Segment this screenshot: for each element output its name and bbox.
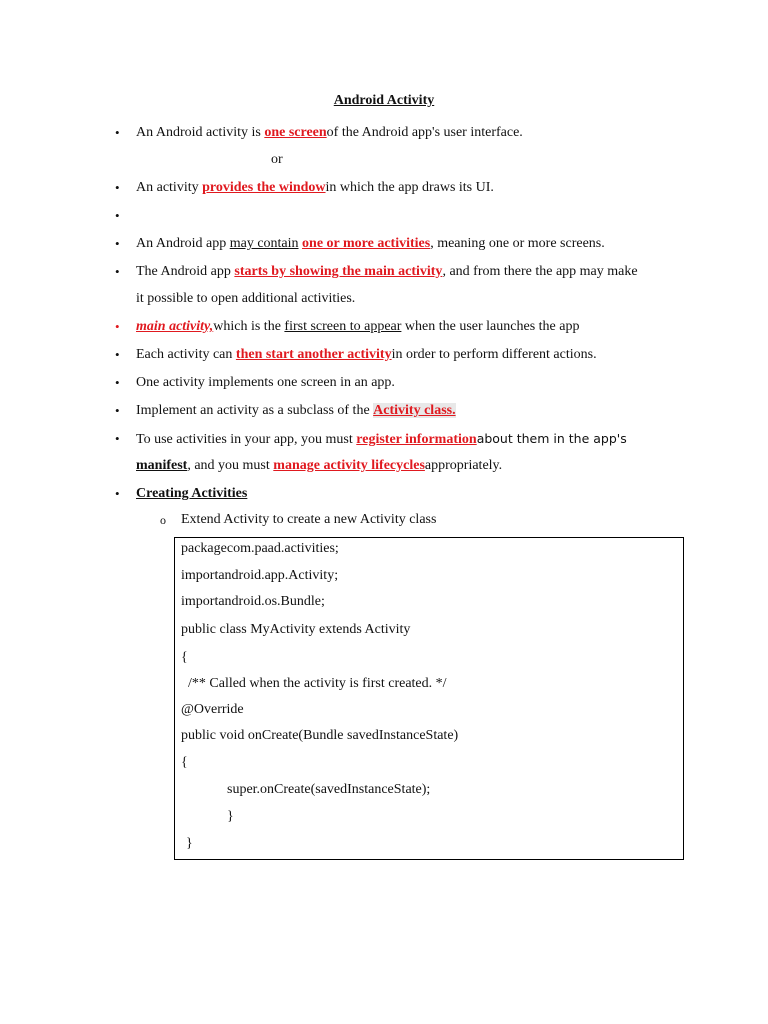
highlight-phrase: Activity class. bbox=[373, 403, 456, 418]
code-line: packagecom.paad.activities; bbox=[181, 541, 339, 556]
or-separator: or bbox=[271, 152, 283, 167]
bullet-marker: • bbox=[115, 403, 120, 418]
bullet-item-start-another bbox=[136, 346, 597, 364]
bullet-marker: • bbox=[115, 236, 120, 251]
text-span: The Android app bbox=[136, 264, 235, 279]
code-line: @Override bbox=[181, 702, 244, 717]
highlight-phrase: provides the window bbox=[202, 180, 326, 195]
bullet-item-continuation bbox=[136, 457, 502, 475]
bullet-item-subclass bbox=[136, 402, 456, 420]
code-line: importandroid.app.Activity; bbox=[181, 568, 339, 583]
bullet-marker: • bbox=[115, 347, 120, 362]
text-span: One activity implements one screen in an app. bbox=[136, 375, 395, 390]
bullet-marker-empty: • bbox=[115, 208, 120, 223]
code-line: importandroid.os.Bundle; bbox=[181, 594, 325, 609]
code-line: { bbox=[181, 650, 188, 665]
text-span: , and you must bbox=[187, 458, 274, 473]
highlight-phrase: one or more activities bbox=[302, 236, 431, 251]
bullet-marker: • bbox=[115, 264, 120, 279]
underlined-phrase: may contain bbox=[229, 236, 299, 251]
bold-phrase: manifest bbox=[136, 458, 188, 473]
code-line: public void onCreate(Bundle savedInstanceState) bbox=[181, 728, 459, 743]
section-heading-creating-activities: Creating Activities bbox=[136, 486, 248, 501]
bullet-item-register bbox=[136, 430, 627, 449]
highlight-phrase: one screen bbox=[264, 125, 327, 140]
text-span: , and from there the app may make bbox=[442, 264, 638, 279]
text-span: An activity bbox=[136, 180, 203, 195]
text-span: in order to perform different actions. bbox=[391, 347, 597, 362]
text-span: of the Android app's user interface. bbox=[326, 125, 523, 140]
highlight-phrase: main activity, bbox=[136, 319, 214, 334]
bullet-item-window bbox=[136, 179, 494, 197]
document-title: Android Activity bbox=[333, 93, 435, 108]
code-line: { bbox=[181, 755, 188, 770]
highlight-phrase: then start another activity bbox=[235, 347, 392, 362]
bullet-item-may-contain bbox=[136, 235, 605, 253]
text-span: about them in the app's bbox=[476, 431, 627, 446]
bullet-item-main-activity bbox=[136, 318, 579, 336]
text-span: An Android app bbox=[136, 236, 230, 251]
text-span: An Android activity is bbox=[136, 125, 265, 140]
code-line: public class MyActivity extends Activity bbox=[181, 622, 411, 637]
code-line: /** Called when the activity is first created. */ bbox=[188, 676, 447, 691]
bullet-marker: • bbox=[115, 486, 120, 501]
sub-bullet-marker: o bbox=[160, 513, 166, 527]
highlight-phrase: starts by showing the main activity bbox=[234, 264, 443, 279]
text-span: in which the app draws its UI. bbox=[325, 180, 494, 195]
underlined-phrase: first screen to appear bbox=[284, 319, 402, 334]
code-line: } bbox=[186, 836, 193, 851]
text-span: Each activity can bbox=[136, 347, 236, 362]
bullet-marker: • bbox=[115, 125, 120, 140]
text-span: when the user launches the app bbox=[401, 319, 580, 334]
sub-item-extend-activity: Extend Activity to create a new Activity class bbox=[181, 512, 437, 527]
highlight-phrase: register information bbox=[356, 432, 477, 447]
text-span: To use activities in your app, you must bbox=[136, 432, 357, 447]
text-span: which is the bbox=[213, 319, 285, 334]
code-line: super.onCreate(savedInstanceState); bbox=[227, 782, 431, 797]
text-span: , meaning one or more screens. bbox=[430, 236, 605, 251]
bullet-marker: • bbox=[115, 319, 120, 334]
bullet-marker: • bbox=[115, 431, 120, 446]
bullet-item-activity-screen bbox=[136, 124, 523, 142]
bullet-item-main-activity-start bbox=[136, 263, 638, 281]
bullet-item-one-screen bbox=[136, 374, 395, 392]
text-span: Implement an activity as a subclass of the bbox=[136, 403, 374, 418]
bullet-marker: • bbox=[115, 375, 120, 390]
bullet-item-continuation: it possible to open additional activities. bbox=[136, 291, 356, 306]
code-line: } bbox=[227, 809, 234, 824]
text-span: appropriately. bbox=[424, 458, 503, 473]
highlight-phrase: manage activity lifecycles bbox=[273, 458, 425, 473]
code-block bbox=[174, 537, 684, 860]
bullet-marker: • bbox=[115, 180, 120, 195]
